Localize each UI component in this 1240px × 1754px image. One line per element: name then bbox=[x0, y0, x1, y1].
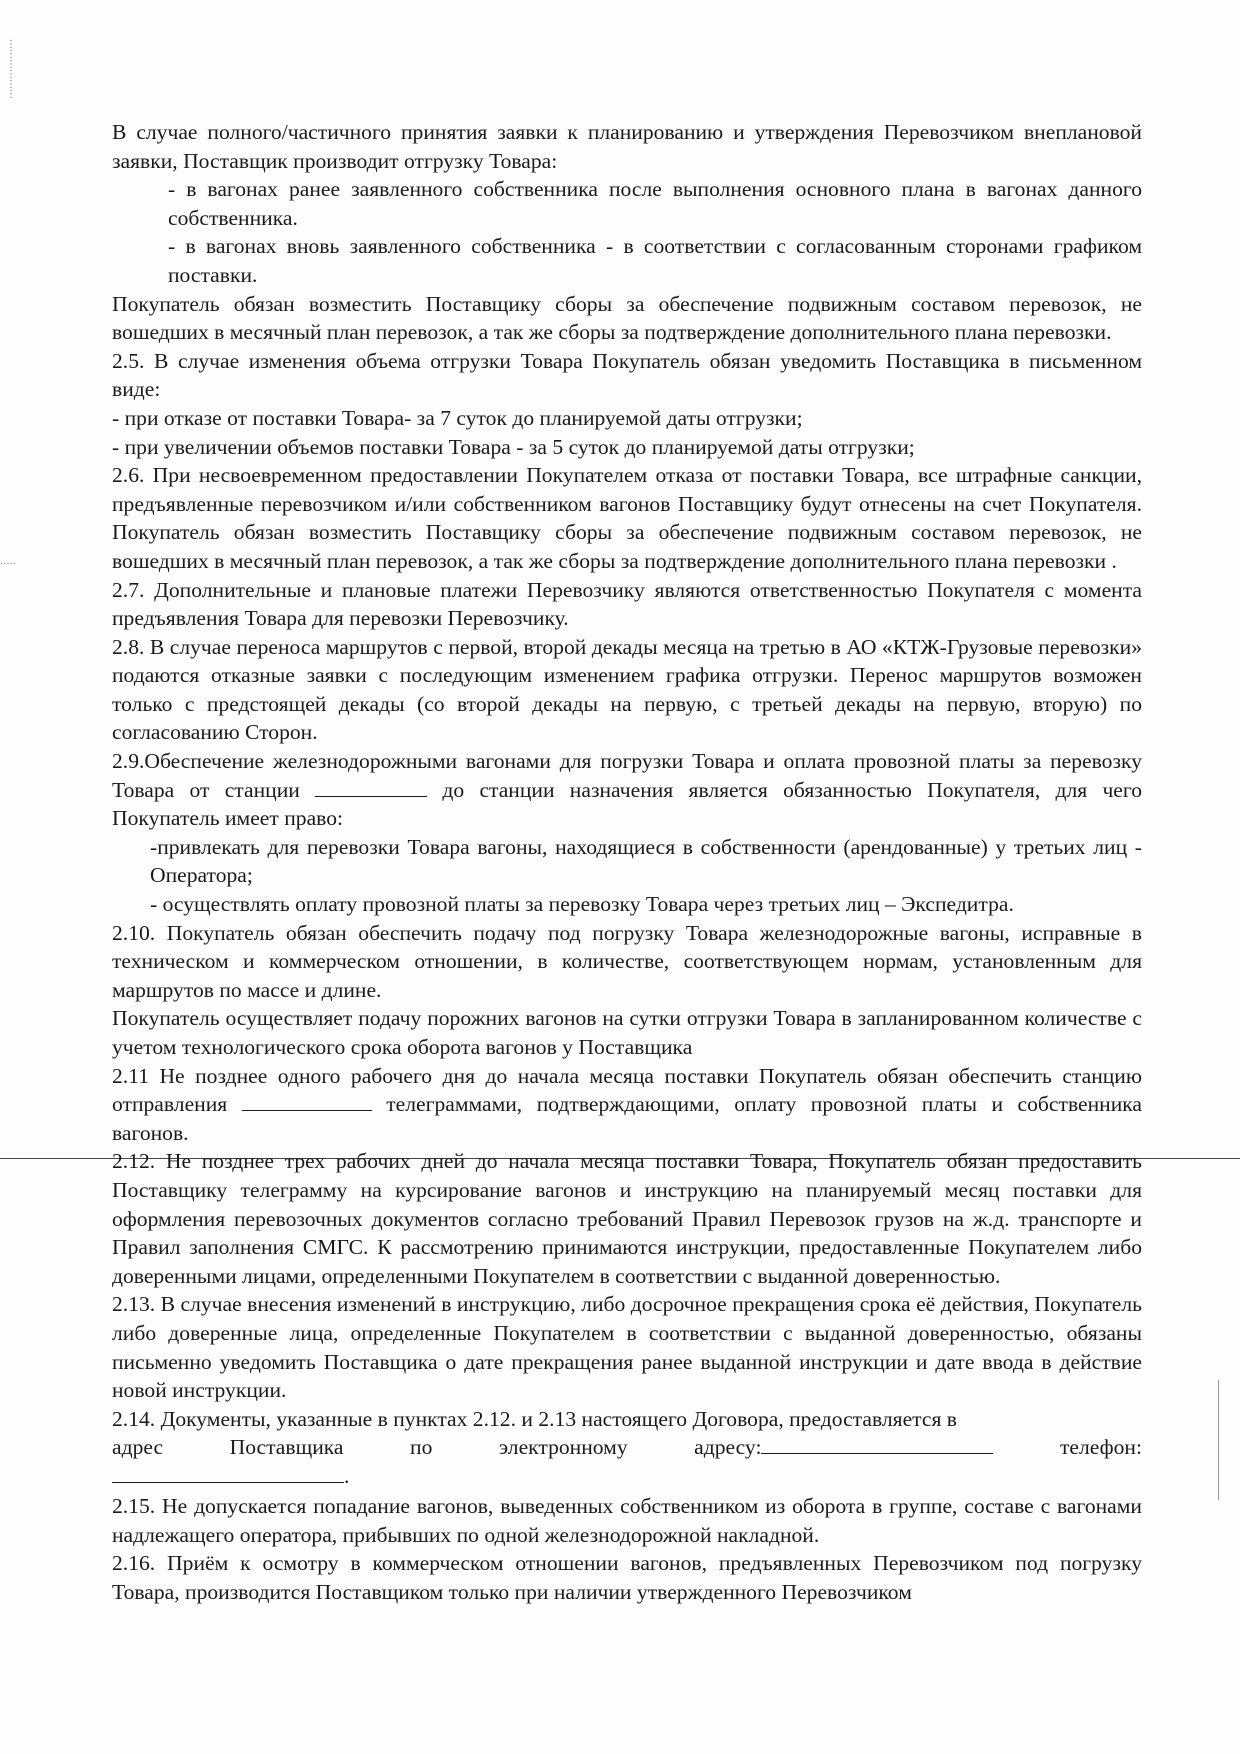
clause-2-13: 2.13. В случае внесения изменений в инструкцию, либо досрочное прекращения срока её действия, Покупатель либо доверенные лица, определенные Покупателем в соответствии с выданной доверенностью, обязаны письменно уведомить Поставщика о дате прекращения ранее выданной инструкции и дате ввода в действие новой инструкции. bbox=[112, 1292, 1142, 1403]
clause-2-9-item-b: - осуществлять оплату провозной платы за перевозку Товара через третьих лиц – Экспедитра. bbox=[150, 892, 1014, 917]
word-supplier: Поставщика bbox=[229, 1435, 344, 1460]
paragraph-intro: В случае полного/частичного принятия заявки к планированию и утверждения Перевозчиком внеплановой заявки, Поставщик производит отгрузку Товара: bbox=[112, 120, 1142, 173]
scan-artifact-left-mid: ····· bbox=[0, 559, 16, 570]
phone-blank bbox=[112, 1462, 344, 1483]
word-electronic: электронному bbox=[498, 1435, 628, 1460]
scan-artifact-right bbox=[1218, 1380, 1219, 1500]
clause-2-12: 2.12. Не позднее трех рабочих дней до начала месяца поставки Товара, Покупатель обязан предоставить Поставщику телеграмму на курсирование вагонов и инструкцию на планируемый месяц поставки для оформления перевозочных документов согласно требований Правил Перевозок грузов на ж.д. транспорте и Правил заполнения СМГС. К рассмотрению принимаются инструкции, предоставленные Покупателем либо доверенными лицами, определенными Покупателем в соответствии с выданной доверенностью. bbox=[112, 1149, 1142, 1288]
clause-2-11 bbox=[112, 1062, 1142, 1148]
phone-line-dot: . bbox=[344, 1463, 350, 1488]
clause-2-9-item-a: -привлекать для перевозки Товара вагоны, находящиеся в собственности (арендованные) у третьих лиц - Оператора; bbox=[150, 834, 1142, 888]
clause-2-9-text-after: до станции назначения является обязанностью Покупателя, для чего Покупатель имеет право: bbox=[112, 777, 1143, 831]
clause-2-14-address-row bbox=[112, 1433, 1142, 1462]
paragraph-intro-item-b: - в вагонах вновь заявленного собственника - в соответствии с согласованным сторонами графиком поставки. bbox=[168, 234, 1142, 287]
clause-2-9 bbox=[112, 747, 1142, 833]
clause-2-6: 2.6. При несвоевременном предоставлении Покупателем отказа от поставки Товара, все штрафные санкции, предъявленные перевозчиком и/или собственником вагонов Поставщику будут отнесены на счет Покупателя. Покупатель обязан возместить Поставщику сборы за обеспечение подвижным составом перевозок, не вошедших в месячный план перевозок, а так же сборы за подтверждение дополнительного плана перевозки . bbox=[112, 463, 1142, 573]
clause-2-11-text-after: телеграммами, подтверждающими, оплату провозной платы и собственника вагонов. bbox=[112, 1092, 1143, 1145]
email-field-label: адресу: bbox=[694, 1433, 993, 1462]
document-body bbox=[112, 118, 1142, 1606]
paragraph-buyer-fees: Покупатель обязан возместить Поставщику сборы за обеспечение подвижным составом перевозок, не вошедших в месячный план перевозок, а так же сборы за подтверждение дополнительного плана перевозки. bbox=[112, 291, 1142, 345]
clause-2-10-continuation: Покупатель осуществляет подачу порожних вагонов на сутки отгрузки Товара в запланированном количестве с учетом технологического срока оборота вагонов у Поставщика bbox=[112, 1006, 1142, 1059]
scan-artifact-left: ⋮ ⋮ ⋮ ⋮ ⋮ ⋮ bbox=[6, 39, 16, 100]
clause-2-5-item-b: - при увеличении объемов поставки Товара - за 5 суток до планируемой даты отгрузки; bbox=[112, 434, 915, 459]
paragraph-intro-item-a: - в вагонах ранее заявленного собственника после выполнения основного плана в вагонах данного собственника. bbox=[168, 177, 1142, 230]
clause-2-7: 2.7. Дополнительные и плановые платежи Перевозчику являются ответственностью Покупателя с момента предъявления Товара для перевозки Перевозчику. bbox=[112, 577, 1142, 631]
clause-2-5-item-a: - при отказе от поставки Товара- за 7 суток до планируемой даты отгрузки; bbox=[112, 405, 803, 430]
word-phone: телефон: bbox=[1059, 1435, 1142, 1460]
email-blank bbox=[761, 1433, 993, 1454]
word-address: адрес bbox=[112, 1435, 164, 1460]
word-by: по bbox=[410, 1435, 433, 1460]
station-blank bbox=[315, 776, 427, 797]
clause-2-14: 2.14. Документы, указанные в пунктах 2.12. и 2.13 настоящего Договора, предоставляется в bbox=[112, 1406, 957, 1431]
clause-2-16: 2.16. Приём к осмотру в коммерческом отношении вагонов, предъявленных Перевозчиком под погрузку Товара, производится Поставщиком только при наличии утвержденного Перевозчиком bbox=[112, 1551, 1142, 1604]
phone-line bbox=[112, 1462, 1142, 1492]
departure-station-blank bbox=[242, 1090, 372, 1111]
clause-2-10: 2.10. Покупатель обязан обеспечить подачу под погрузку Товара железнодорожные вагоны, исправные в техническом и коммерческом отношении, в количестве, соответствующем нормам, установленным для маршрутов по массе и длине. bbox=[112, 920, 1142, 1002]
clause-2-5: 2.5. В случае изменения объема отгрузки Товара Покупатель обязан уведомить Поставщика в письменном виде: bbox=[112, 348, 1142, 402]
clause-2-8: 2.8. В случае переноса маршрутов с первой, второй декады месяца на третью в АО «КТЖ-Грузовые перевозки» подаются отказные заявки с последующим изменением графика отгрузки. Перенос маршрутов возможен только с предстоящей декады (со второй декады на первую, с третьей декады на первую, вторую) по согласованию Сторон. bbox=[112, 634, 1142, 745]
clause-2-15: 2.15. Не допускается попадание вагонов, выведенных собственником из оборота в группе, составе с вагонами надлежащего оператора, прибывших по одной железнодорожной накладной. bbox=[112, 1493, 1142, 1547]
clause-2-11-text-before: 2.11 Не позднее одного рабочего дня до начала месяца поставки Покупатель обязан обеспечить станцию отправления bbox=[112, 1063, 1142, 1117]
clause-2-9-text-before: 2.9.Обеспечение железнодорожными вагонами для погрузки Товара и оплата провозной платы за перевозку Товара от станции bbox=[112, 749, 1142, 802]
